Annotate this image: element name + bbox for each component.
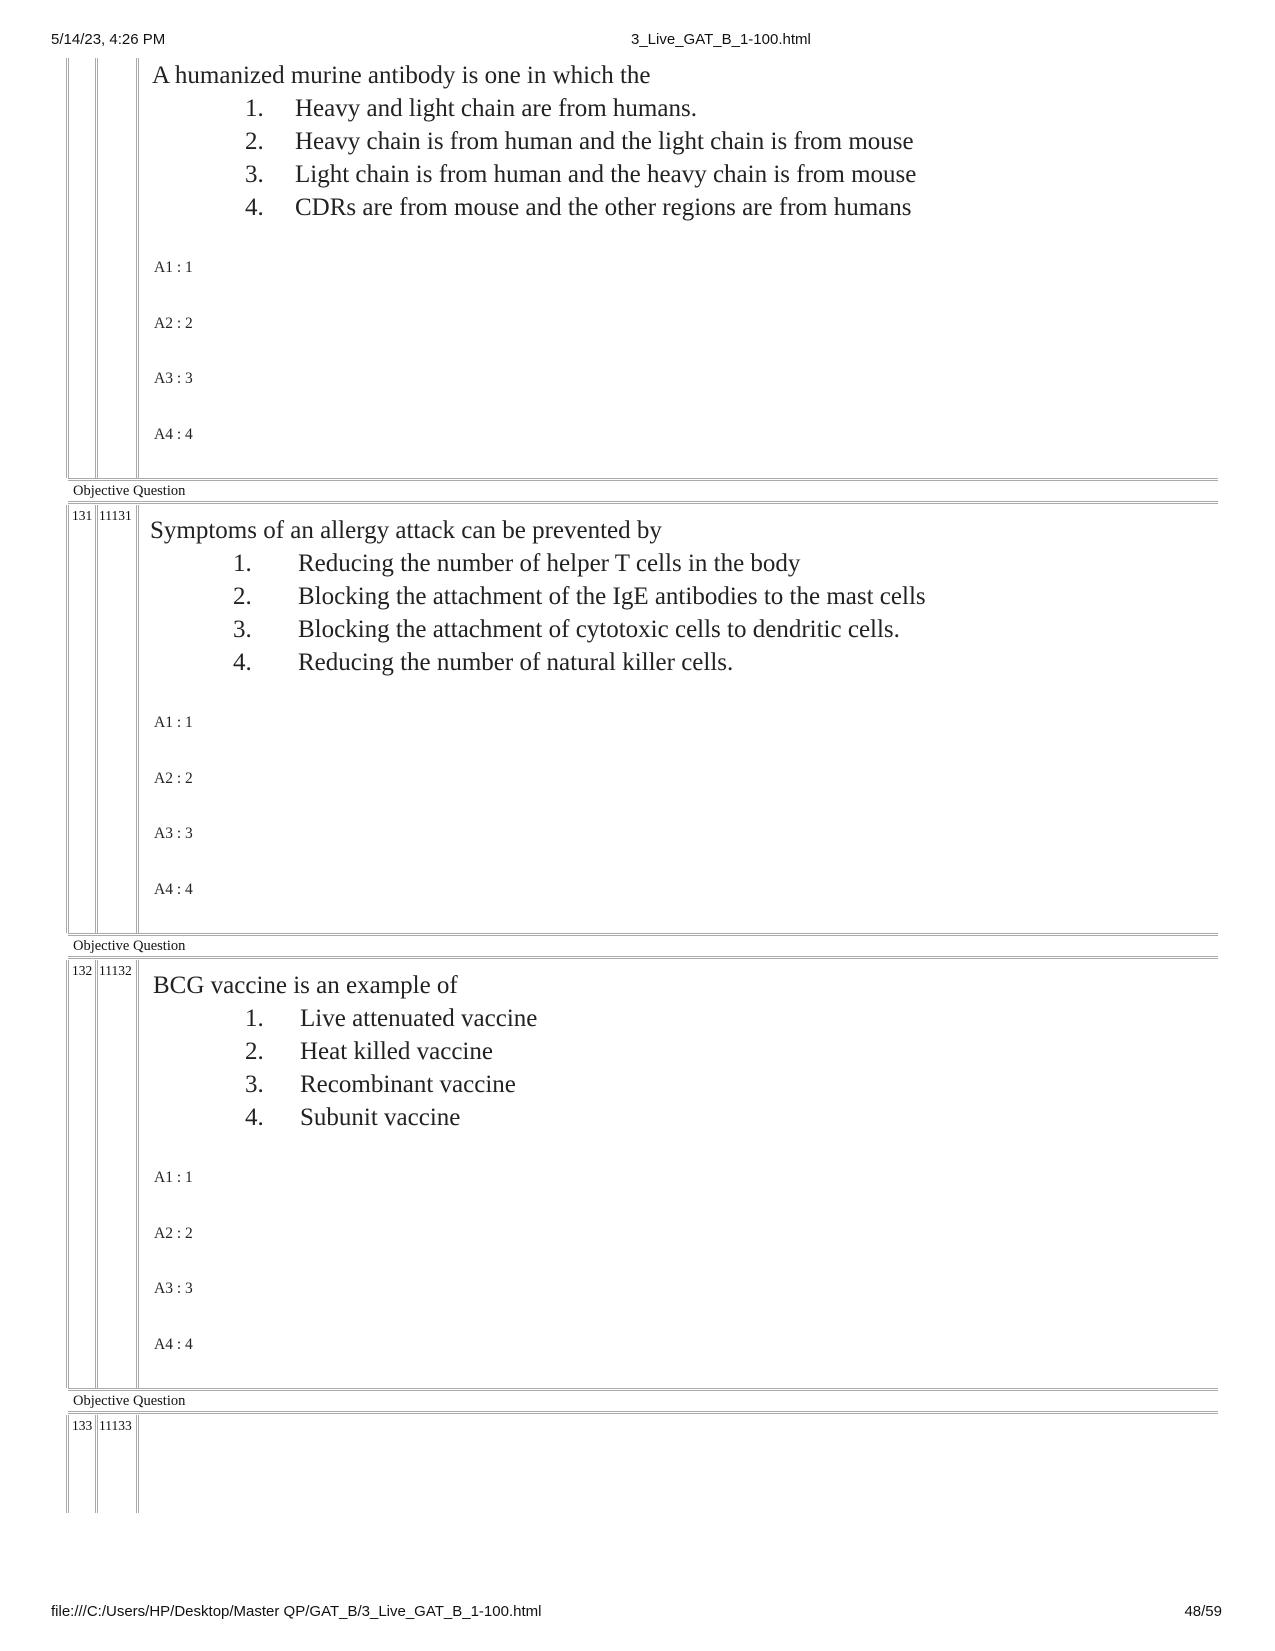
answer-option: A4 : 4 (154, 881, 193, 898)
option-text: Light chain is from human and the heavy chain is from mouse (295, 161, 917, 188)
table-border (95, 960, 98, 1388)
table-divider (68, 1411, 1218, 1414)
table-divider (68, 501, 1218, 504)
option-number: 1. (233, 550, 252, 577)
option (245, 1104, 460, 1132)
table-divider (68, 478, 1218, 481)
answer-option: A4 : 4 (154, 426, 193, 443)
answer-option: A2 : 2 (154, 1225, 193, 1242)
print-file-path: file:///C:/Users/HP/Desktop/Master QP/GAT_B/3_Live_GAT_B_1-100.html (51, 1603, 542, 1620)
option-text: Reducing the number of natural killer cells. (298, 649, 734, 676)
option-number: 3. (233, 616, 252, 643)
option-number: 4. (245, 1104, 264, 1131)
option-text: Subunit vaccine (300, 1104, 461, 1131)
option (245, 1071, 516, 1099)
option (245, 95, 697, 123)
question-serial: 131 (72, 508, 93, 523)
table-border (136, 505, 139, 933)
section-label: Objective Question (73, 483, 186, 499)
option (245, 161, 916, 189)
table-border (136, 58, 139, 478)
table-border (95, 1415, 98, 1513)
option (245, 1038, 493, 1066)
table-border (95, 505, 98, 933)
print-datetime: 5/14/23, 4:26 PM (51, 31, 166, 48)
option-number: 2. (245, 128, 264, 155)
option (245, 1005, 537, 1033)
section-label: Objective Question (73, 938, 186, 954)
table-divider (68, 1388, 1218, 1391)
option-number: 1. (245, 95, 264, 122)
option-number: 4. (233, 649, 252, 676)
table-border (136, 960, 139, 1388)
option-text: Blocking the attachment of cytotoxic cells to dendritic cells. (298, 616, 900, 643)
table-border (66, 505, 69, 933)
table-divider (68, 956, 1218, 959)
question-stem: Symptoms of an allergy attack can be prevented by (150, 517, 662, 544)
answer-option: A3 : 3 (154, 370, 193, 387)
answer-option: A2 : 2 (154, 770, 193, 787)
question-id: 11132 (99, 963, 132, 978)
question-id: 11131 (99, 508, 132, 523)
option-number: 3. (245, 161, 264, 188)
option-text: Reducing the number of helper T cells in the body (298, 550, 801, 577)
option-text: Blocking the attachment of the IgE antibodies to the mast cells (298, 583, 926, 610)
print-page-number: 48/59 (1184, 1603, 1222, 1620)
option-number: 3. (245, 1071, 264, 1098)
question-id: 11133 (99, 1418, 132, 1433)
option-text: Recombinant vaccine (300, 1071, 516, 1098)
option (245, 194, 912, 222)
table-border (66, 960, 69, 1388)
print-title: 3_Live_GAT_B_1-100.html (631, 31, 811, 48)
answer-option: A4 : 4 (154, 1336, 193, 1353)
option (233, 550, 800, 578)
table-border (95, 58, 98, 478)
answer-option: A1 : 1 (154, 259, 193, 276)
option-text: Heat killed vaccine (300, 1038, 493, 1065)
option-number: 4. (245, 194, 264, 221)
option (233, 616, 900, 644)
option-text: Heavy and light chain are from humans. (295, 95, 697, 122)
question-stem: A humanized murine antibody is one in which the (152, 62, 651, 89)
answer-option: A2 : 2 (154, 315, 193, 332)
question-stem: BCG vaccine is an example of (153, 972, 458, 999)
table-border (66, 1415, 69, 1513)
option (233, 583, 926, 611)
option-number: 1. (245, 1005, 264, 1032)
answer-option: A3 : 3 (154, 825, 193, 842)
option-number: 2. (245, 1038, 264, 1065)
option-text: CDRs are from mouse and the other regions are from humans (295, 194, 912, 221)
answer-option: A3 : 3 (154, 1280, 193, 1297)
option-text: Heavy chain is from human and the light chain is from mouse (295, 128, 914, 155)
table-divider (68, 933, 1218, 936)
option-text: Live attenuated vaccine (300, 1005, 538, 1032)
table-border (136, 1415, 139, 1513)
question-serial: 133 (72, 1418, 93, 1433)
section-label: Objective Question (73, 1393, 186, 1409)
option (233, 649, 733, 677)
option (245, 128, 914, 156)
table-border (66, 58, 69, 478)
question-serial: 132 (72, 963, 93, 978)
option-number: 2. (233, 583, 252, 610)
answer-option: A1 : 1 (154, 714, 193, 731)
answer-option: A1 : 1 (154, 1169, 193, 1186)
